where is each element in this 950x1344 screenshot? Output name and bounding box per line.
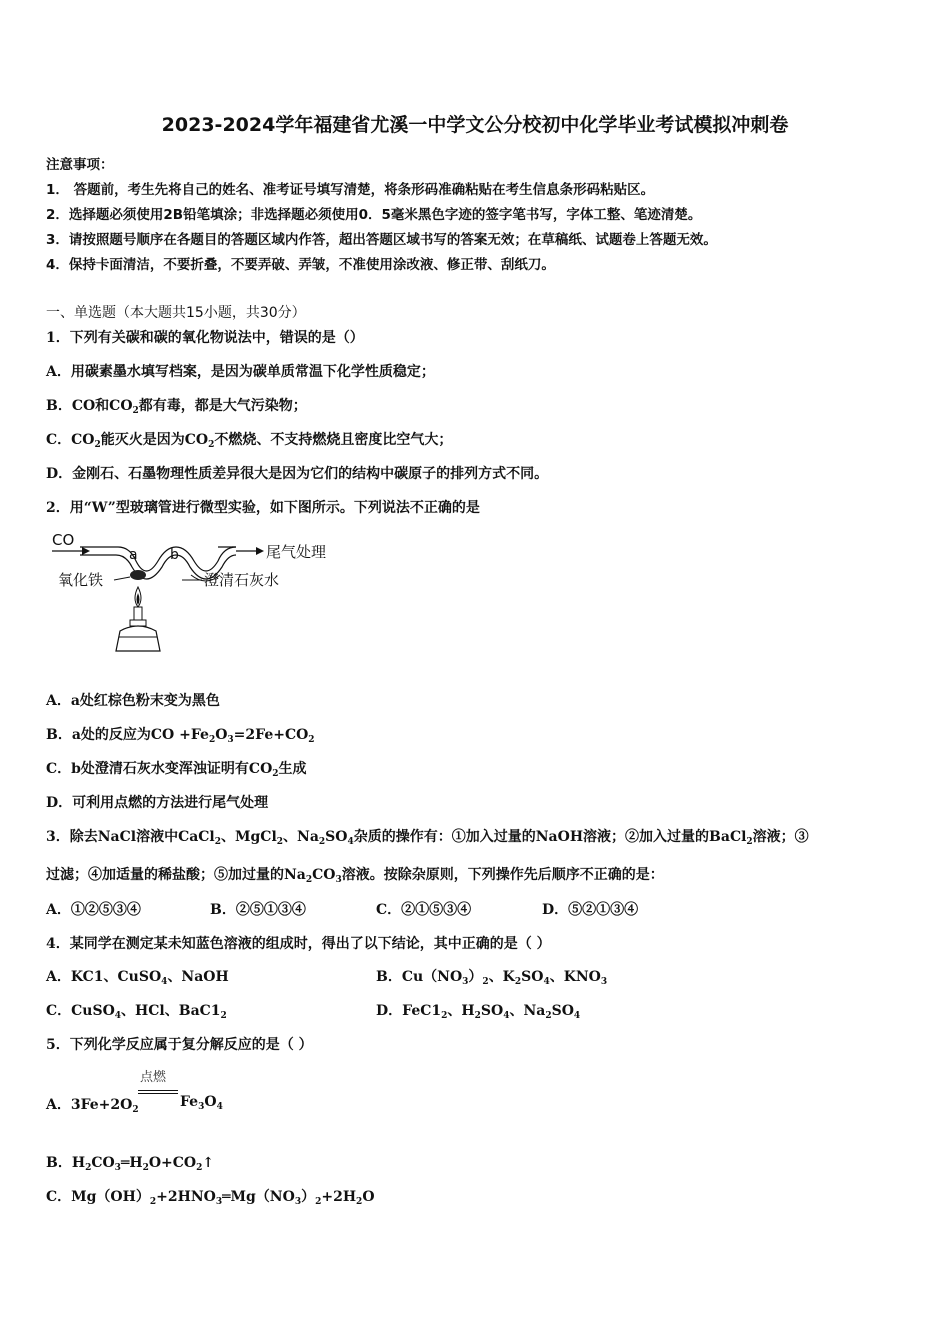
q5-equals-bar-top [138, 1090, 178, 1091]
tail-arrow-head [256, 547, 264, 555]
q1-option-a: A．用碳素墨水填写档案，是因为碳单质常温下化学性质稳定； [46, 364, 435, 380]
q1-option-d: D．金刚石、石墨物理性质差异很大是因为它们的结构中碳原子的排列方式不同。 [46, 466, 549, 482]
q2-option-a: A．a处红棕色粉末变为黑色 [46, 693, 220, 709]
q4-option-a: A．KC1、CuSO$_4$、NaOH [46, 969, 229, 987]
q2-option-c: C．b处澄清石灰水变浑浊证明有$CO_2$生成 [46, 761, 307, 779]
exam-title: 2023-2024学年福建省尤溪一中学文公分校初中化学毕业考试模拟冲刺卷 [161, 114, 789, 136]
w-tube-apparatus-figure [46, 527, 346, 657]
q3-option-b: B．②⑤①③④ [210, 902, 306, 918]
notice-heading: 注意事项： [46, 157, 114, 173]
q4-stem: 4．某同学在测定某未知蓝色溶液的组成时，得出了以下结论，其中正确的是（ ） [46, 936, 551, 952]
iron-oxide-label: 氧化铁 [58, 571, 104, 589]
q1-stem: 1．下列有关碳和碳的氧化物说法中，错误的是（） [46, 330, 364, 346]
q3-option-d: D．⑤②①③④ [542, 902, 639, 918]
q1-option-b: B．CO和$CO_2$都有毒，都是大气污染物； [46, 398, 307, 416]
q5-equals-bar-bottom [138, 1093, 178, 1094]
section-heading: 一、单选题（本大题共15小题，共30分） [46, 305, 306, 321]
lamp-wick [134, 607, 142, 621]
co-arrow-head [82, 547, 90, 555]
label-a: a [129, 547, 138, 563]
w-tube-outer [80, 547, 236, 571]
co-label: CO [52, 531, 75, 549]
q4-option-b: B．$Cu(NO_3)_2$、$K_2SO_4$、$KNO_3$ [376, 969, 608, 987]
limewater-label: 澄清石灰水 [204, 571, 280, 589]
lamp-body [116, 626, 160, 651]
q5-option-b: B．$H_2CO_3═H_2O+CO_2↑$ [46, 1155, 215, 1173]
notice-item-1: 1． 答题前，考生先将自己的姓名、准考证号填写清楚，将条形码准确粘贴在考生信息条形码粘贴区。 [46, 182, 655, 198]
q2-option-b: B．a处的反应为CO $+Fe_2O_3=2Fe+CO_2$ [46, 727, 315, 745]
q5-condition-label: 点燃 [140, 1070, 167, 1085]
q5-option-c: C．$Mg(OH)_2+2HNO_3═Mg(NO_3)_2+2H_2O$ [46, 1189, 375, 1207]
notice-item-4: 4．保持卡面清洁，不要折叠，不要弄破、弄皱，不准使用涂改液、修正带、刮纸刀。 [46, 257, 555, 273]
q4-option-d: D．$FeC1_2$、$H_2SO_4$、$Na_2SO_4$ [376, 1003, 581, 1021]
iron-oxide-powder [130, 570, 146, 580]
notice-item-3: 3．请按照题号顺序在各题目的答题区域内作答，超出答题区域书写的答案无效；在草稿纸、试题卷上答题无效。 [46, 232, 717, 248]
tail-gas-label: 尾气处理 [266, 543, 327, 561]
q4-option-c: C．CuSO$_4$、HCl、$BaC1_2$ [46, 1003, 227, 1021]
iron-oxide-pointer [114, 577, 130, 580]
q3-option-a: A．①②⑤③④ [46, 902, 141, 918]
q2-stem: 2．用“W”型玻璃管进行微型实验，如下图所示。下列说法不正确的是 [46, 500, 480, 516]
q3-option-c: C．②①⑤③④ [376, 902, 472, 918]
q3-stem-line-1: 3．除去NaCl溶液中CaCl$_2$、MgCl$_2$、$Na_2SO_4$杂质的操作有：①加入过量的NaOH溶液；②加入过量的BaCl$_2$溶液；③ [46, 829, 809, 847]
lamp-neck [130, 620, 146, 626]
label-b: b [170, 547, 179, 563]
notice-item-2: 2．选择题必须使用2B铅笔填涂；非选择题必须使用0．5毫米黑色字迹的签字笔书写，字体工整、笔迹清楚。 [46, 207, 702, 223]
q5-option-a-product: $Fe_3O_4$ [180, 1094, 223, 1112]
q5-stem: 5．下列化学反应属于复分解反应的是（ ） [46, 1037, 313, 1053]
q5-option-a-reactants: A．$3Fe+2O_2$ [46, 1097, 139, 1115]
q3-stem-line-2: 过滤；④加适量的稀盐酸；⑤加过量的$Na_2CO_3$溶液。按除杂原则，下列操作先后顺序不正确的是： [46, 867, 664, 885]
q2-option-d: D．可利用点燃的方法进行尾气处理 [46, 795, 269, 811]
q1-option-c: C．$CO_2$能灭火是因为$CO_2$不燃烧、不支持燃烧且密度比空气大； [46, 432, 453, 450]
